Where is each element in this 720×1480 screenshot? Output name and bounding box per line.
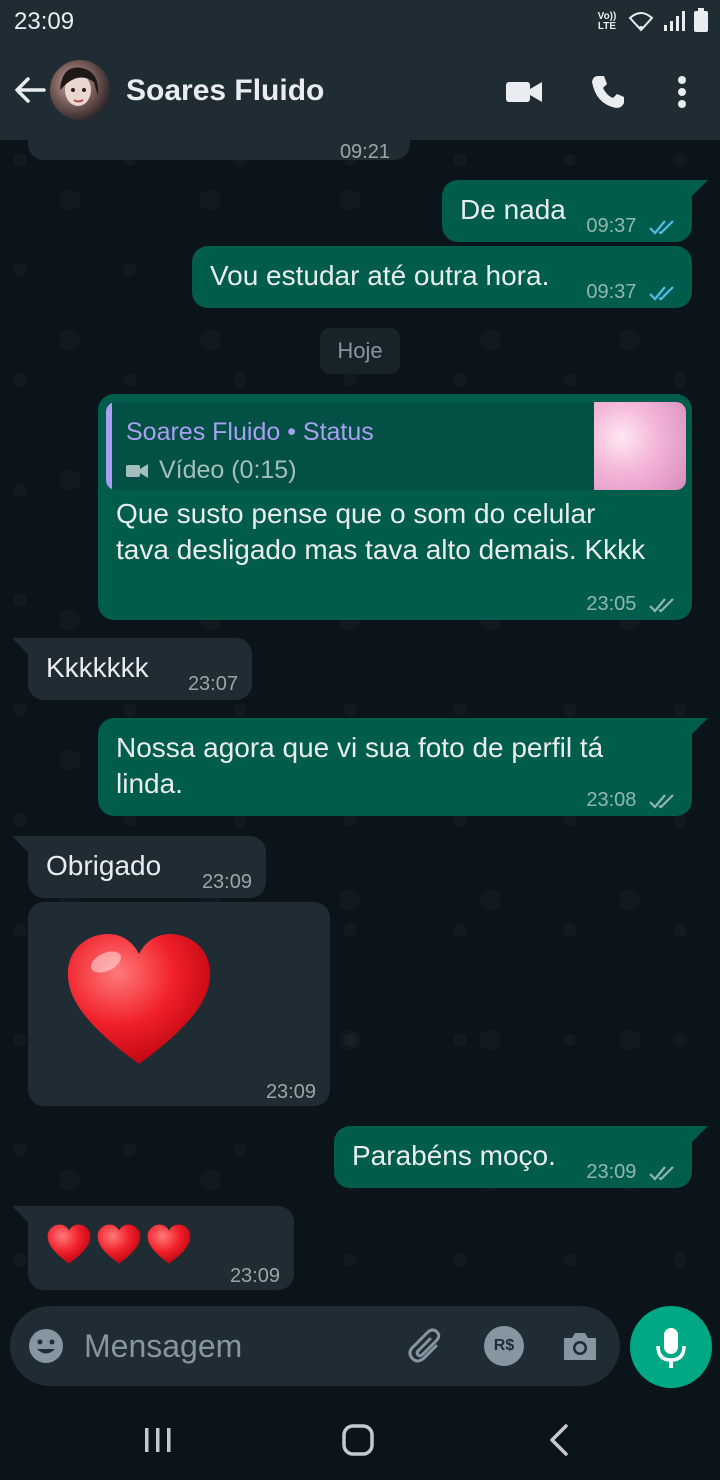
message-incoming[interactable]: [28, 1206, 294, 1290]
message-time: 23:09: [586, 1161, 637, 1183]
heart-emoji-icon: [46, 1224, 92, 1266]
quote-subtitle: [126, 452, 297, 488]
home-icon[interactable]: [338, 1420, 378, 1460]
status-thumbnail: [594, 402, 686, 490]
message-incoming[interactable]: [28, 140, 410, 163]
heart-emoji-icon: [64, 932, 214, 1072]
avatar-image: [50, 60, 110, 120]
bubble-tail: [12, 1206, 28, 1222]
message-text: Kkkkkkk: [46, 652, 149, 683]
date-divider: Hoje: [320, 328, 400, 374]
bubble-tail: [12, 836, 28, 852]
battery-icon: [694, 8, 708, 32]
message-outgoing[interactable]: [442, 180, 692, 242]
quoted-status[interactable]: [106, 402, 686, 490]
message-text: Parabéns moço.: [352, 1140, 556, 1171]
camera-icon[interactable]: [560, 1326, 600, 1366]
message-outgoing[interactable]: [192, 246, 692, 308]
bubble-tail: [12, 638, 28, 654]
message-meta: [586, 586, 678, 622]
bubble-tail: [692, 718, 708, 734]
more-options-icon[interactable]: [660, 70, 704, 114]
message-outgoing-reply[interactable]: [98, 394, 692, 620]
message-incoming-emoji[interactable]: [28, 902, 330, 1106]
message-incoming[interactable]: [28, 836, 266, 898]
contact-name[interactable]: Soares Fluido: [126, 74, 325, 107]
message-composer[interactable]: [10, 1306, 620, 1386]
delivered-ticks-icon: [648, 596, 678, 614]
quote-accent-bar: [106, 402, 112, 490]
emoji-icon[interactable]: [26, 1326, 66, 1366]
message-time: 09:21: [339, 141, 390, 163]
message-outgoing[interactable]: [98, 718, 692, 816]
volte-indicator: Vo)) LTE: [597, 11, 617, 32]
voice-message-button[interactable]: [630, 1306, 712, 1388]
status-time: 23:09: [14, 8, 75, 35]
chat-area[interactable]: [0, 140, 720, 1300]
message-meta: [586, 208, 678, 244]
message-time: 23:09: [229, 1265, 280, 1287]
back-nav-icon[interactable]: [540, 1420, 580, 1460]
microphone-icon: [630, 1306, 712, 1388]
delivered-ticks-icon: [648, 792, 678, 810]
hearts-emoji-row: [46, 1224, 192, 1266]
video-call-icon[interactable]: [502, 70, 546, 114]
video-icon: [126, 463, 148, 479]
signal-icon: [662, 10, 686, 32]
message-text: De nada: [460, 194, 566, 225]
message-text: Obrigado: [46, 850, 162, 881]
voice-call-icon[interactable]: [586, 70, 630, 114]
message-outgoing[interactable]: [334, 1126, 692, 1188]
recent-apps-icon[interactable]: [138, 1420, 178, 1460]
message-text: Vou estudar até outra hora.: [210, 260, 550, 291]
heart-emoji-text: [28, 902, 29, 903]
message-meta: [586, 1154, 678, 1190]
hearts-emoji-text: [28, 1206, 29, 1207]
message-time: 23:09: [265, 1081, 316, 1103]
message-incoming[interactable]: [28, 638, 252, 700]
heart-emoji-icon: [96, 1224, 142, 1266]
system-nav-bar: [0, 1398, 720, 1480]
read-ticks-icon: [648, 284, 678, 302]
payment-button[interactable]: R$: [484, 1326, 524, 1366]
status-icons: [594, 8, 708, 32]
chat-header: [0, 44, 720, 140]
bubble-tail: [692, 180, 708, 196]
message-time: 23:08: [586, 789, 637, 811]
message-text: Nossa agora que vi sua foto de perfil tá linda.: [116, 732, 604, 799]
bubble-tail: [692, 1126, 708, 1142]
message-time: 23:05: [586, 593, 637, 615]
delivered-ticks-icon: [648, 1164, 678, 1182]
quote-video-duration: Vídeo (0:15): [158, 456, 297, 484]
message-time: 23:07: [187, 673, 238, 695]
contact-avatar[interactable]: [50, 60, 110, 120]
status-bar: [0, 0, 720, 44]
read-ticks-icon: [648, 218, 678, 236]
quote-title: Soares Fluido • Status: [126, 418, 374, 446]
message-time: 09:37: [586, 281, 637, 303]
message-time: 09:37: [586, 215, 637, 237]
heart-emoji-icon: [146, 1224, 192, 1266]
message-meta: [586, 274, 678, 310]
attach-icon[interactable]: [406, 1326, 446, 1366]
message-meta: [586, 782, 678, 818]
message-time: 23:09: [201, 871, 252, 893]
back-arrow-icon[interactable]: [12, 72, 48, 108]
wifi-icon: [628, 10, 654, 32]
message-text: Que susto pense que o som do celular tava desligado mas tava alto demais. Kkkk: [116, 498, 646, 565]
message-input[interactable]: Mensagem: [84, 1328, 243, 1364]
